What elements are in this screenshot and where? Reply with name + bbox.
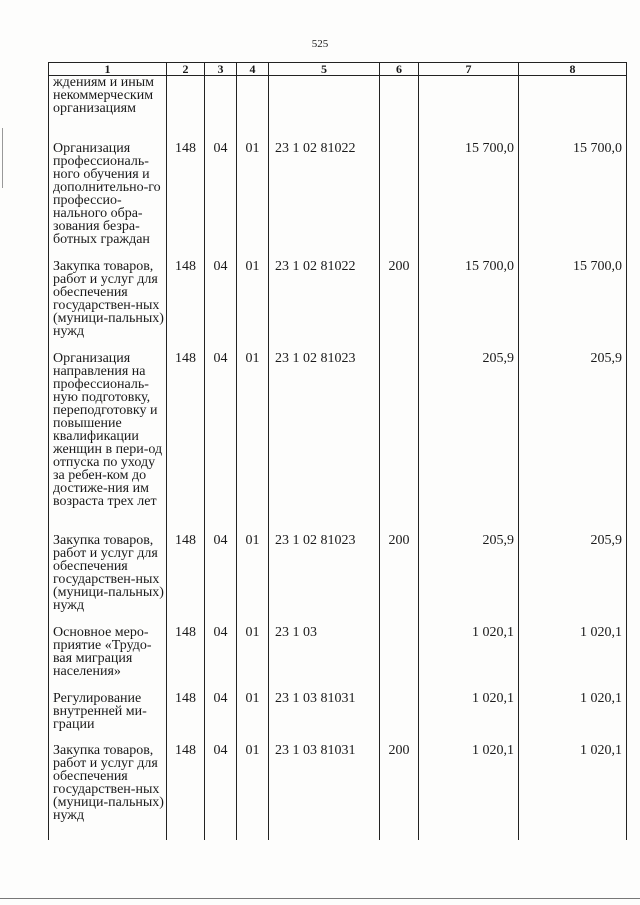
cell-target-article: 23 1 02 81022 — [269, 260, 380, 352]
cell-amount-2 — [519, 76, 627, 142]
cell-target-article — [269, 76, 380, 142]
cell-amount-2: 15 700,0 — [519, 260, 627, 352]
cell-section: 04 — [205, 744, 237, 841]
header-row — [49, 63, 627, 76]
cell-section: 04 — [205, 352, 237, 534]
cell-admin-code: 148 — [167, 142, 205, 260]
cell-expense-type — [380, 352, 419, 534]
cell-admin-code: 148 — [167, 692, 205, 744]
cell-target-article: 23 1 03 — [269, 626, 380, 692]
table-row — [49, 626, 627, 692]
cell-admin-code: 148 — [167, 534, 205, 626]
header-col-3: 3 — [205, 63, 237, 76]
cell-target-article: 23 1 03 81031 — [269, 744, 380, 841]
cell-admin-code: 148 — [167, 352, 205, 534]
cell-target-article: 23 1 02 81023 — [269, 534, 380, 626]
cell-admin-code: 148 — [167, 744, 205, 841]
page-number: 525 — [311, 38, 329, 50]
cell-admin-code: 148 — [167, 626, 205, 692]
cell-target-article: 23 1 02 81023 — [269, 352, 380, 534]
cell-section: 04 — [205, 692, 237, 744]
cell-subsection: 01 — [237, 260, 269, 352]
table-row — [49, 692, 627, 744]
cell-amount-1: 1 020,1 — [419, 744, 519, 841]
cell-admin-code: 148 — [167, 260, 205, 352]
cell-expense-type — [380, 626, 419, 692]
row-name: Организация профессиональ-ного обучения и дополнительно-го профессио-нального обра-зования безра-ботных граждан — [49, 142, 167, 260]
cell-amount-2: 205,9 — [519, 352, 627, 534]
header-col-8: 8 — [519, 63, 627, 76]
cell-section — [205, 76, 237, 142]
header-col-7: 7 — [419, 63, 519, 76]
table-row — [49, 534, 627, 626]
scan-bottom-edge — [0, 898, 640, 899]
cell-amount-2: 205,9 — [519, 534, 627, 626]
budget-table — [48, 62, 627, 840]
cell-amount-1: 205,9 — [419, 352, 519, 534]
cell-subsection — [237, 76, 269, 142]
cell-amount-1: 1 020,1 — [419, 692, 519, 744]
header-col-5: 5 — [269, 63, 380, 76]
cell-expense-type — [380, 142, 419, 260]
cell-amount-2: 1 020,1 — [519, 692, 627, 744]
header-col-6: 6 — [380, 63, 419, 76]
cell-amount-1: 205,9 — [419, 534, 519, 626]
cell-amount-1: 1 020,1 — [419, 626, 519, 692]
cell-subsection: 01 — [237, 352, 269, 534]
row-name: Закупка товаров, работ и услуг для обеспечения государствен-ных (муници-пальных) нужд — [49, 534, 167, 626]
table-row — [49, 352, 627, 534]
row-name: Закупка товаров, работ и услуг для обеспечения государствен-ных (муници-пальных) нужд — [49, 260, 167, 352]
cell-amount-1: 15 700,0 — [419, 260, 519, 352]
cell-subsection: 01 — [237, 744, 269, 841]
header-col-1: 1 — [49, 63, 167, 76]
row-name: Организация направления на профессиональ-ную подготовку, переподготовку и повышение квалификации женщин в пери-од отпуска по уходу за ребен-ком до достиже-ния им возраста трех лет — [49, 352, 167, 534]
table-row — [49, 142, 627, 260]
row-name: Регулирование внутренней ми-грации — [49, 692, 167, 744]
cell-admin-code — [167, 76, 205, 142]
cell-amount-2: 15 700,0 — [519, 142, 627, 260]
row-name: Основное меро-приятие «Трудо-вая миграция населения» — [49, 626, 167, 692]
header-col-4: 4 — [237, 63, 269, 76]
cell-amount-1: 15 700,0 — [419, 142, 519, 260]
cell-expense-type: 200 — [380, 534, 419, 626]
cell-subsection: 01 — [237, 626, 269, 692]
cell-section: 04 — [205, 534, 237, 626]
table-row — [49, 744, 627, 841]
budget-table-container — [48, 62, 626, 840]
row-name: ждениям и иным некоммерческим организациям — [49, 76, 167, 142]
cell-subsection: 01 — [237, 692, 269, 744]
header-col-2: 2 — [167, 63, 205, 76]
cell-amount-1 — [419, 76, 519, 142]
cell-target-article: 23 1 03 81031 — [269, 692, 380, 744]
cell-target-article: 23 1 02 81022 — [269, 142, 380, 260]
table-row — [49, 76, 627, 142]
cell-expense-type: 200 — [380, 744, 419, 841]
cell-expense-type — [380, 76, 419, 142]
cell-section: 04 — [205, 142, 237, 260]
cell-subsection: 01 — [237, 534, 269, 626]
scan-edge-mark — [2, 128, 3, 188]
cell-section: 04 — [205, 626, 237, 692]
cell-expense-type: 200 — [380, 260, 419, 352]
cell-subsection: 01 — [237, 142, 269, 260]
cell-amount-2: 1 020,1 — [519, 626, 627, 692]
row-name: Закупка товаров, работ и услуг для обеспечения государствен-ных (муници-пальных) нужд — [49, 744, 167, 841]
cell-amount-2: 1 020,1 — [519, 744, 627, 841]
cell-expense-type — [380, 692, 419, 744]
cell-section: 04 — [205, 260, 237, 352]
table-row — [49, 260, 627, 352]
